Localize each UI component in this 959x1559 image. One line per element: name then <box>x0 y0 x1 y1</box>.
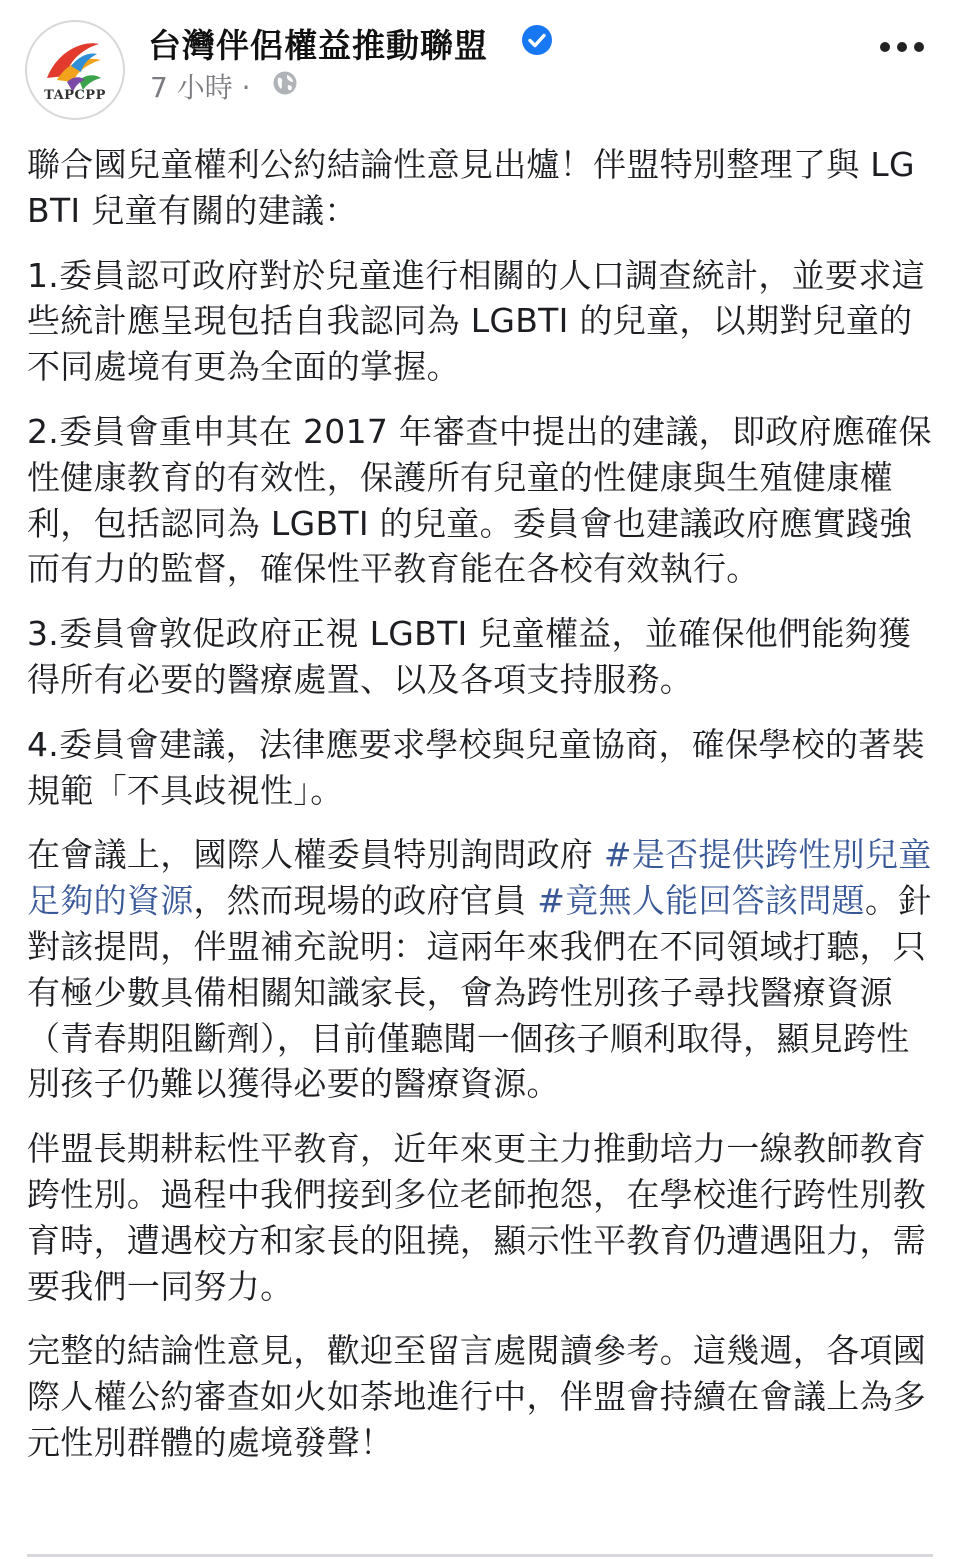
post-text <box>27 142 937 1485</box>
post-divider <box>27 1554 933 1557</box>
post-meta <box>150 66 251 106</box>
paragraph-text: 在會議上，國際人權委員特別詢問政府 <box>27 835 604 875</box>
avatar-label: TAPCPP <box>44 88 106 103</box>
meta-separator: · <box>241 71 251 104</box>
hashtag-link[interactable]: #竟無人能回答該問題 <box>537 881 865 921</box>
page-name[interactable]: 台灣伴侶權益推動聯盟 <box>148 26 488 65</box>
post-paragraph: 3.委員會敦促政府正視 LGBTI 兒童權益，並確保他們能夠獲得所有必要的醫療處置、以及各項支持服務。 <box>27 614 912 699</box>
post-paragraph: 2.委員會重申其在 2017 年審查中提出的建議，即政府應確保性健康教育的有效性，保護所有兒童的性健康與生殖健康權利，包括認同為 LGBTI 的兒童。委員會也建議政府應實踐強而有力的監督，確保性平教育能在各校有效執行。 <box>27 411 932 589</box>
post-paragraph: 伴盟長期耕耘性平教育，近年來更主力推動培力一線教師教育跨性別。過程中我們接到多位老師抱怨，在學校進行跨性別教育時，遭遇校方和家長的阻撓，顯示性平教育仍遭遇阻力，需要我們一同努力。 <box>27 1129 927 1306</box>
post-time[interactable]: 7 小時 <box>150 71 233 104</box>
globe-icon <box>272 70 298 96</box>
post-paragraph: 1.委員認可政府對於兒童進行相關的人口調查統計，並要求這些統計應呈現包括自我認同為 LGBTI 的兒童，以期對兒童的不同處境有更為全面的掌握。 <box>27 255 925 387</box>
post-header <box>0 0 959 120</box>
post-paragraph: 完整的結論性意見，歡迎至留言處閱讀參考。這幾週，各項國際人權公約審查如火如荼地進行中，伴盟會持續在會議上為多元性別群體的處境發聲！ <box>27 1331 927 1462</box>
more-options-icon[interactable] <box>878 30 928 66</box>
post-paragraph: 聯合國兒童權利公約結論性意見出爐！伴盟特別整理了與 LGBTI 兒童有關的建議： <box>27 145 915 230</box>
hashtag-link[interactable]: #是否提供跨性別兒童足夠的資源 <box>27 835 932 921</box>
paragraph-text: ，然而現場的政府官員 <box>193 881 538 921</box>
post-paragraph <box>27 832 937 1107</box>
page-avatar[interactable] <box>25 20 125 120</box>
paragraph-text: 。針對該提問，伴盟補充說明：這兩年來我們在不同領域打聽，只有極少數具備相關知識家長，會為跨性別孩子尋找醫療資源（青春期阻斷劑），目前僅聽聞一個孩子順利取得，顯見跨性別孩子仍難以獲得必要的醫療資源。 <box>27 881 932 1104</box>
verified-badge-icon <box>522 25 552 55</box>
post-paragraph: 4.委員會建議，法律應要求學校與兒童協商，確保學校的著裝規範「不具歧視性」。 <box>27 724 925 810</box>
tapcpp-logo <box>27 22 123 118</box>
